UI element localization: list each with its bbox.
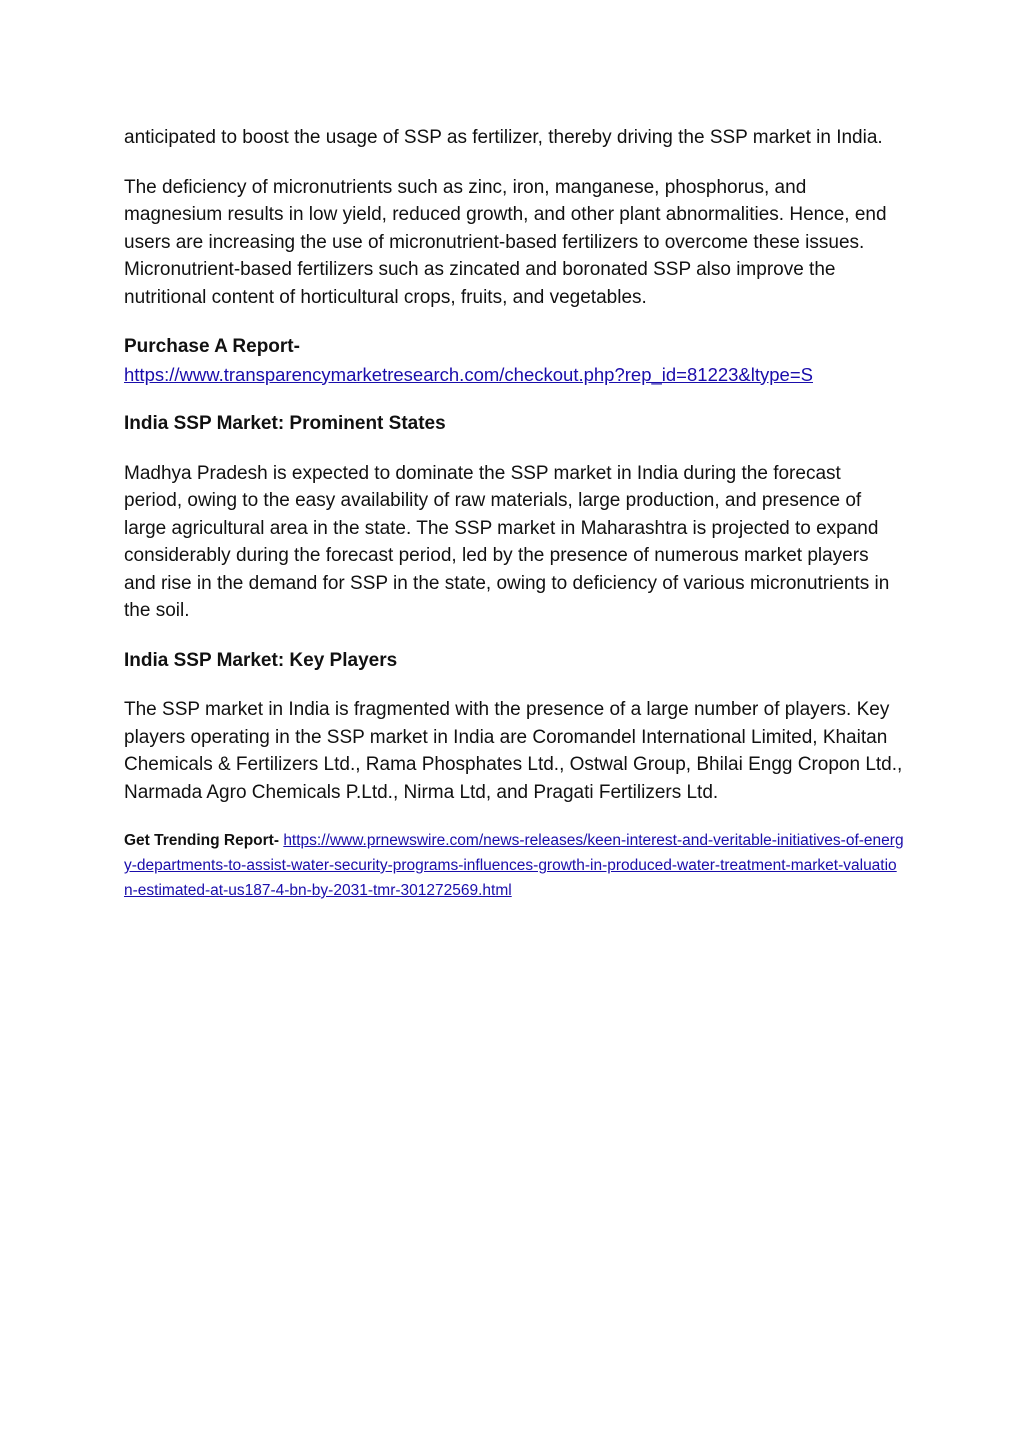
trending-report-link[interactable]: https://www.prnewswire.com/news-releases/keen-interest-and-veritable-initiatives-of-energy-departments-to-assist-water-security-programs-influences-growth-in-produced-water-treatment-market-valuation-estimated-at-us187-4-bn-by-2031-tmr-301272569.html	[124, 832, 904, 899]
purchase-report-link[interactable]: https://www.transparencymarketresearch.com/checkout.php?rep_id=81223&ltype=S	[124, 363, 813, 385]
paragraph-states: Madhya Pradesh is expected to dominate the SSP market in India during the forecast period, owing to the easy availability of raw materials, large production, and presence of large agricultural area in the state. The SSP market in Maharashtra is projected to expand considerably during the forecast period, led by the presence of numerous market players and rise in the demand for SSP in the state, owing to deficiency of various micronutrients in the soil.	[124, 462, 890, 621]
paragraph-intro-end: anticipated to boost the usage of SSP as fertilizer, thereby driving the SSP market in India.	[124, 127, 883, 148]
paragraph-deficiency: The deficiency of micronutrients such as zinc, iron, manganese, phosphorus, and magnesium results in low yield, reduced growth, and other plant abnormalities. Hence, end users are increasing the use of micronutrient-based fertilizers to overcome these issues. Micronutrient-based fertilizers such as zincated and boronated SSP also improve the nutritional content of horticultural crops, fruits, and vegetables.	[124, 176, 887, 308]
document-page	[124, 124, 904, 903]
purchase-section	[124, 333, 904, 388]
trending-label: Get Trending Report-	[124, 832, 279, 849]
purchase-label: Purchase A Report-	[124, 336, 300, 357]
trending-section	[124, 828, 904, 903]
paragraph-players: The SSP market in India is fragmented with the presence of a large number of players. Key players operating in the SSP market in India are Coromandel International Limited, Khaitan Chemicals & Fertilizers Ltd., Rama Phosphates Ltd., Ostwal Group, Bhilai Engg Cropon Ltd., Narmada Agro Chemicals P.Ltd., Nirma Ltd, and Pragati Fertilizers Ltd.	[124, 699, 903, 803]
heading-prominent-states: India SSP Market: Prominent States	[124, 413, 446, 434]
heading-key-players: India SSP Market: Key Players	[124, 649, 398, 671]
